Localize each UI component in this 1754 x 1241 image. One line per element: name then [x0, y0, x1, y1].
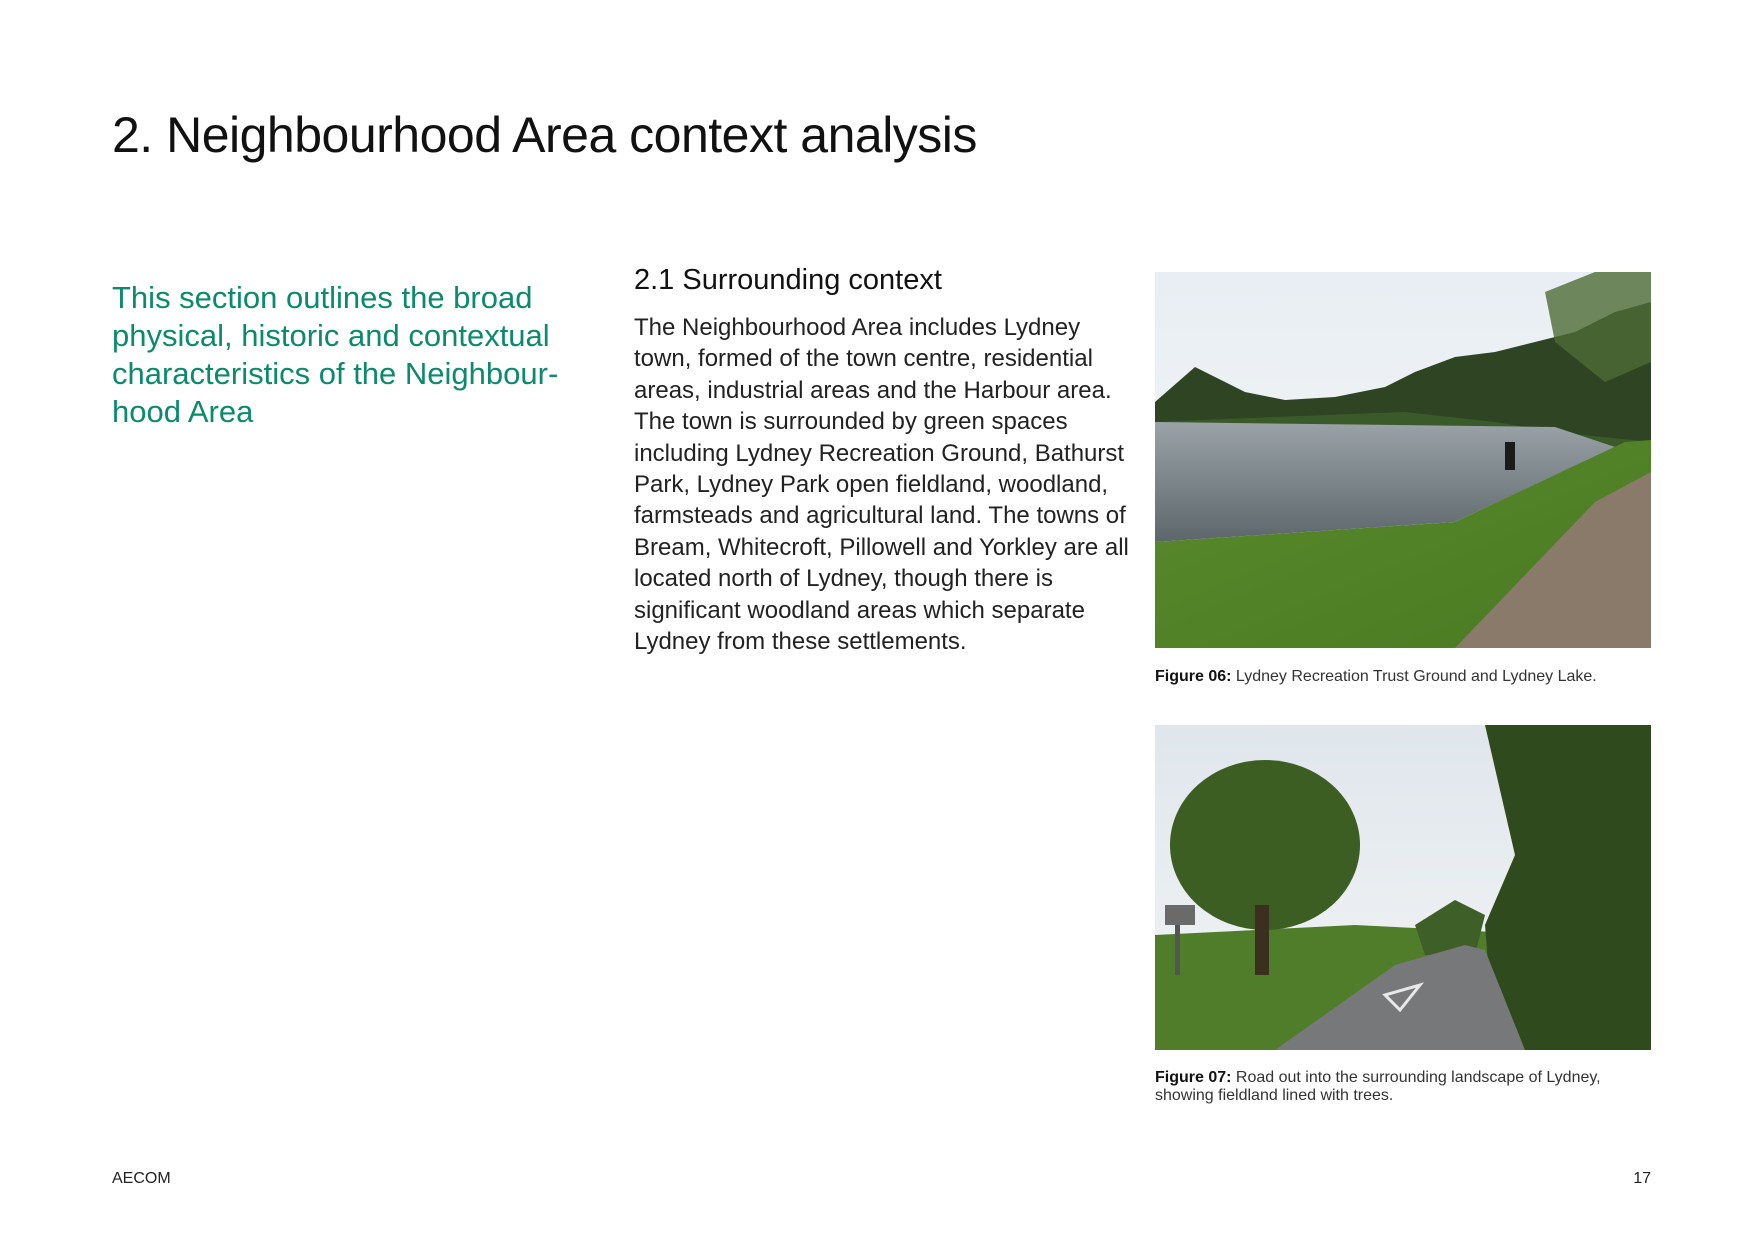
- intro-text: This section outlines the broad physical, historic and contextual characteristics of the Neighbour-hood Area: [112, 280, 559, 429]
- figure-07-caption: [1155, 1069, 1651, 1105]
- figure-06-caption: [1155, 668, 1651, 686]
- section-body-text: The Neighbourhood Area includes Lydney town, formed of the town centre, residential areas, industrial areas and the Harbour area. The town is surrounded by green spaces including Lydney Recreation Ground, Bathurst Park, Lydney Park open fieldland, woodland, farmsteads and agricultural land. The towns of Bream, Whitecroft, Pillowell and Yorkley are all located north of Lydney, though there is significant woodland areas which separate Lydney from these settlements.: [634, 314, 1129, 656]
- figure-07-photo: [1155, 725, 1651, 1050]
- page-title: 2. Neighbourhood Area context analysis: [112, 107, 977, 163]
- footer-brand: AECOM: [112, 1170, 171, 1187]
- figure-06-label: Figure 06:: [1155, 668, 1232, 685]
- figure-06-caption-text: Lydney Recreation Trust Ground and Lydney Lake.: [1235, 668, 1597, 685]
- figure-06-photo: [1155, 272, 1651, 648]
- section-heading: 2.1 Surrounding context: [634, 264, 942, 296]
- figure-07-caption-text: Road out into the surrounding landscape of Lydney, showing fieldland lined with trees.: [1155, 1069, 1601, 1104]
- figure-07-label: Figure 07:: [1155, 1069, 1232, 1086]
- page-number: 17: [1633, 1170, 1651, 1187]
